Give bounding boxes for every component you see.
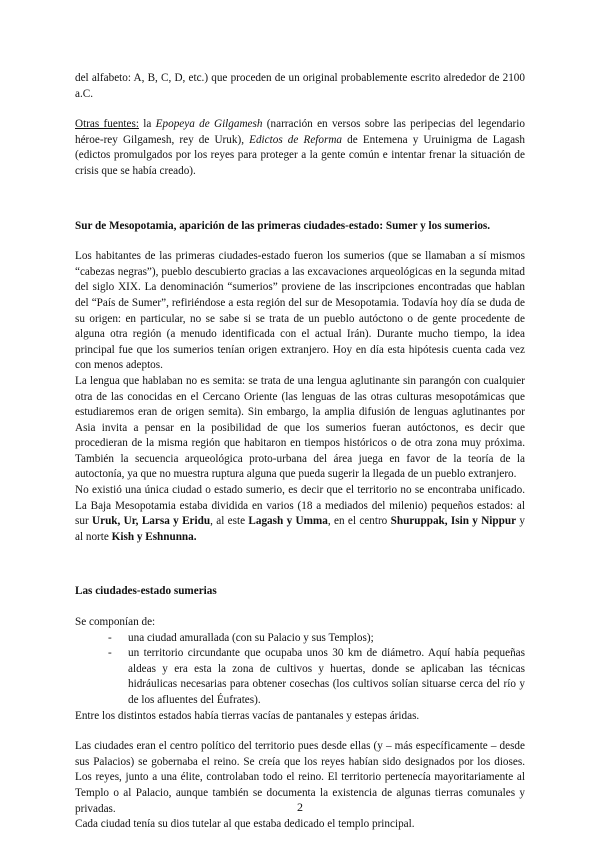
tutelary-god-line: Cada ciudad tenía su dios tutelar al que estaba dedicado el templo principal. [75,818,415,831]
list-item: - una ciudad amurallada (con su Palacio y sus Templos); [108,631,374,644]
page-number: 2 [297,800,303,814]
document-page [75,71,525,833]
intro-continuation: del alfabeto: A, B, C, D, etc.) que proceden de un original probablemente escrito alrededor de 2100 a.C. [75,72,525,100]
political-center-paragraph: Las ciudades eran el centro político del territorio pues desde ellas (y – más específicamente – desde sus Palacios) se gobernaba el reino. Se creía que los reyes habían sido designados por los dioses. Los reyes, junto a una élite, controlaban todo el reino. El territorio pertenecía mayoritariamente al Templo o al Palacio, aunque también se documenta la existencia de algunas tierras comunales y privadas. [75,740,525,815]
section-heading-sumer: Sur de Mesopotamia, aparición de las primeras ciudades-estado: Sumer y los sumerios. [75,219,491,232]
city-states-paragraph: No existió una única ciudad o estado sumerio, es decir que el territorio no se encontraba unificado. La Baja Mesopotamia estaba dividida en varios (18 a mediados del milenio) pequeños estados: al sur Uruk, Ur, Larsa y Eridu, al este Lagash y Umma, en el centro Shuruppak, Isin y Nippur y al norte Kish y Eshnunna. [75,484,526,543]
composition-list [75,631,525,709]
sumerians-paragraph: Los habitantes de las primeras ciudades-estado fueron los sumerios (que se llamaban a sí mismos “cabezas negras”), pueblo descubierto gracias a las excavaciones arqueológicas en la segunda mitad del siglo XIX. La denominación “sumerios” proviene de las inscripciones encontradas que hablan del “País de Sumer”, refiriéndose a esta región del sur de Mesopotamia. Todavía hoy día se duda de su origen: en particular, no se sabe si se trata de un pueblo autóctono o de gente procedente de alguna otra región (a menudo identificada con el actual Irán). Durante mucho tiempo, la idea principal fue que los sumerios tenían origen extranjero. Hoy en día esta hipótesis cuenta cada vez con menos adeptos. [75,250,525,372]
eastern-cities: Lagash y Umma [248,515,328,528]
northern-cities: Kish y Eshnunna. [111,530,197,543]
composition-intro: Se componían de: [75,616,156,629]
other-sources-paragraph: Otras fuentes: la Epopeya de Gilgamesh (narración en versos sobre las peripecias del legendario héroe-rey Gilgamesh, rey de Uruk), Edictos de Reforma de Entemena y Uruinigma de Lagash (edictos promulgados por los reyes para proteger a la gente común e intentar frenar la situación de crisis que se había creado). [75,118,526,177]
section-heading-city-states: Las ciudades-estado sumerias [75,585,217,598]
other-sources-label: Otras fuentes: [75,118,139,131]
southern-cities: Uruk, Ur, Larsa y Eridu [92,515,211,528]
central-cities: Shuruppak, Isin y Nippur [390,515,517,528]
language-paragraph: La lengua que hablaban no es semita: se trata de una lengua aglutinante sin parangón con cualquier otra de las conocidas en el Cercano Oriente (las lenguas de las otras culturas mesopotámicas que estudiaremos eran de origen semita). Sin embargo, la amplia difusión de lenguas aglutinantes por Asia invita a pensar en la posibilidad de que los sumerios fueran autóctonos, es decir que procedieran de la misma región que habitaron en tiempos históricos o de otra zona muy próxima. También la secuencia arqueológica proto-urbana del área juega en favor de la teoría de la autoctonía, ya que no muestra ruptura alguna que pueda sugerir la llegada de un pueblo extranjero. [75,374,525,481]
empty-lands-line: Entre los distintos estados había tierras vacías de pantanales y estepas áridas. [75,709,420,722]
epic-title: Epopeya de Gilgamesh [155,118,263,131]
edicts-title: Edictos de Reforma [249,133,343,146]
list-item: - un territorio circundante que ocupaba unos 30 km de diámetro. Aquí había pequeñas aldeas y era esta la zona de cultivos y huertas, donde se aplicaban las técnicas hidráulicas necesarias para obtener cosechas (los cultivos solían situarse cerca del río y de los afluentes del Éufrates). [108,647,525,706]
